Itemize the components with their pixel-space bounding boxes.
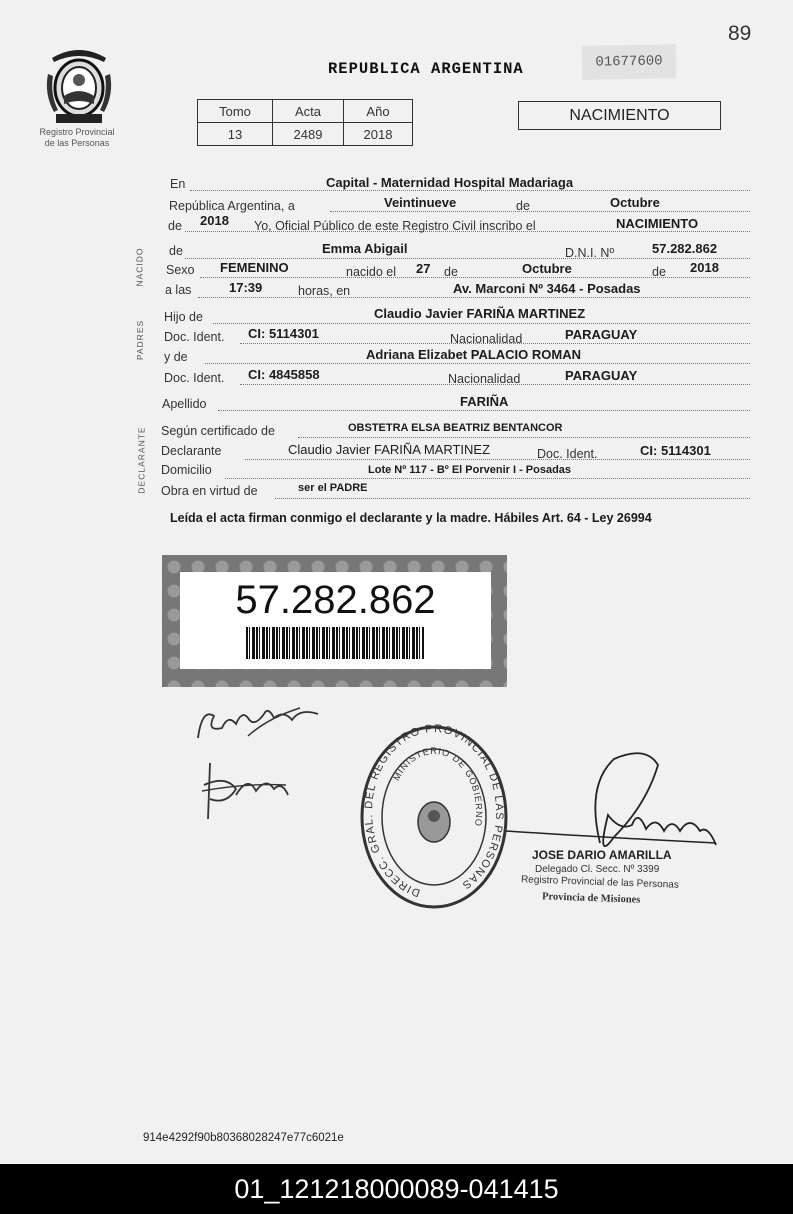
sexo-value: FEMENINO <box>220 260 289 275</box>
dotted-line <box>200 276 750 278</box>
footer-code: 01_121218000089-041415 <box>234 1173 559 1204</box>
barcode-icon <box>246 627 424 659</box>
official-province: Provincia de Misiones <box>541 891 641 906</box>
madre-nacionalidad: PARAGUAY <box>565 368 638 383</box>
acta-label: Acta <box>273 100 344 123</box>
closing-statement: Leída el acta firman conmigo el declarante y la madre. Hábiles Art. 64 - Ley 26994 <box>170 511 652 525</box>
seal-emblem-icon <box>418 802 450 842</box>
inscribo-value: NACIMIENTO <box>616 216 699 231</box>
caption-line: Registro Provincial <box>39 127 115 137</box>
obra-label: Obra en virtud de <box>161 484 258 498</box>
padre-doc: CI: 5114301 <box>248 326 319 341</box>
y-de-label: y de <box>164 350 188 364</box>
hijo-de-label: Hijo de <box>164 310 203 324</box>
de2-label: de <box>168 219 182 233</box>
a-las-label: a las <box>165 283 192 297</box>
acta-value: 2489 <box>273 123 344 146</box>
dotted-line <box>245 458 750 460</box>
official-name: JOSE DARIO AMARILLA <box>532 848 672 862</box>
de3-label: de <box>169 244 183 258</box>
horas-en-label: horas, en <box>298 284 351 298</box>
mes-registro: Octubre <box>610 195 660 210</box>
declarante-value: Claudio Javier FARIÑA MARTINEZ <box>288 442 491 457</box>
declarant-signature <box>188 688 328 748</box>
dotted-line <box>198 296 750 298</box>
seal-ring-text: DIRECC. GRAL. DEL REGISTRO PROVINCIAL DE LAS PERSONAS <box>363 722 506 899</box>
side-label-padres: PADRES <box>135 319 146 361</box>
nacionalidad-label: Nacionalidad <box>448 372 521 386</box>
dni-sticker-number: 57.282.862 <box>235 578 436 622</box>
nombre-value: Emma Abigail <box>322 241 408 256</box>
madre-value: Adriana Elizabet PALACIO ROMAN <box>366 347 582 362</box>
dni-sticker-face <box>180 572 491 669</box>
madre-doc: CI: 4845858 <box>248 367 320 382</box>
official-title: Delegado Cl. Secc. Nº 3399 <box>535 864 660 875</box>
dotted-line <box>298 436 750 438</box>
page-number: 89 <box>728 22 752 45</box>
de5-label: de <box>652 265 666 279</box>
dni-sticker <box>162 555 507 687</box>
segun-label: Según certificado de <box>161 424 275 438</box>
anio-nacimiento: 2018 <box>690 260 719 275</box>
side-label-nacido: NACIDO <box>134 247 145 287</box>
registry-caption <box>22 127 132 149</box>
tomo-value: 13 <box>198 123 273 146</box>
padre-nacionalidad: PARAGUAY <box>565 327 638 342</box>
dia-nacimiento: 27 <box>416 261 431 276</box>
document-hash: 914e4292f90b80368028247e77c6021e <box>143 1132 344 1144</box>
dni-label: D.N.I. Nº <box>565 246 615 260</box>
dia-registro: Veintinueve <box>384 195 457 210</box>
republica-label: República Argentina, a <box>169 199 295 213</box>
anio-registro: 2018 <box>200 213 229 228</box>
provincial-crest-icon <box>44 44 114 126</box>
dotted-line <box>218 409 750 411</box>
obra-value: ser el PADRE <box>298 482 368 494</box>
record-type-box: NACIMIENTO <box>518 101 721 130</box>
mother-signature <box>196 755 296 825</box>
serial-number: 01677600 <box>582 44 677 80</box>
domicilio-label: Domicilio <box>161 463 212 477</box>
dotted-line <box>213 322 750 324</box>
anio-value: 2018 <box>344 123 413 146</box>
padre-value: Claudio Javier FARIÑA MARTINEZ <box>374 306 586 321</box>
en-label: En <box>170 177 186 191</box>
yo-label: Yo, Oficial Público de este Registro Civil inscribo el <box>254 219 536 233</box>
dotted-line <box>330 210 750 212</box>
dotted-line <box>225 477 750 479</box>
apellido-value: FARIÑA <box>460 394 509 409</box>
tomo-acta-anio-table <box>197 99 413 146</box>
official-seal <box>358 722 510 912</box>
nacido-el-label: nacido el <box>346 265 397 279</box>
de4-label: de <box>444 265 458 279</box>
side-label-declarante: DECLARANTE <box>136 426 147 494</box>
nacionalidad-label: Nacionalidad <box>450 332 523 346</box>
de-label: de <box>516 199 530 213</box>
sexo-label: Sexo <box>166 263 195 277</box>
doc-ident-label: Doc. Ident. <box>164 371 225 385</box>
dotted-line <box>185 257 750 259</box>
footer-code-bar <box>0 1164 793 1214</box>
mes-nacimiento: Octubre <box>522 261 572 276</box>
declarante-doc: CI: 5114301 <box>640 443 711 458</box>
hora-value: 17:39 <box>229 280 263 295</box>
dni-value: 57.282.862 <box>652 241 718 256</box>
caption-line: de las Personas <box>44 138 110 148</box>
en-value: Capital - Maternidad Hospital Madariaga <box>326 175 574 190</box>
lugar-value: Av. Marconi Nº 3464 - Posadas <box>453 281 641 296</box>
dotted-line <box>275 497 750 499</box>
seal-inner-text: MINISTERIO DE GOBIERNO <box>391 745 485 828</box>
declarante-label: Declarante <box>161 444 222 458</box>
tomo-label: Tomo <box>198 100 273 123</box>
dotted-line <box>205 362 750 364</box>
domicilio-value: Lote Nº 117 - Bº El Porvenir I - Posadas <box>368 464 572 476</box>
document-title: REPUBLICA ARGENTINA <box>328 60 524 78</box>
official-registry: Registro Provincial de las Personas <box>520 874 680 891</box>
doc-ident-label: Doc. Ident. <box>164 330 225 344</box>
apellido-label: Apellido <box>162 397 207 411</box>
anio-label: Año <box>344 100 413 123</box>
doc-ident-label: Doc. Ident. <box>537 447 598 461</box>
certificado-value: OBSTETRA ELSA BEATRIZ BENTANCOR <box>348 422 563 434</box>
